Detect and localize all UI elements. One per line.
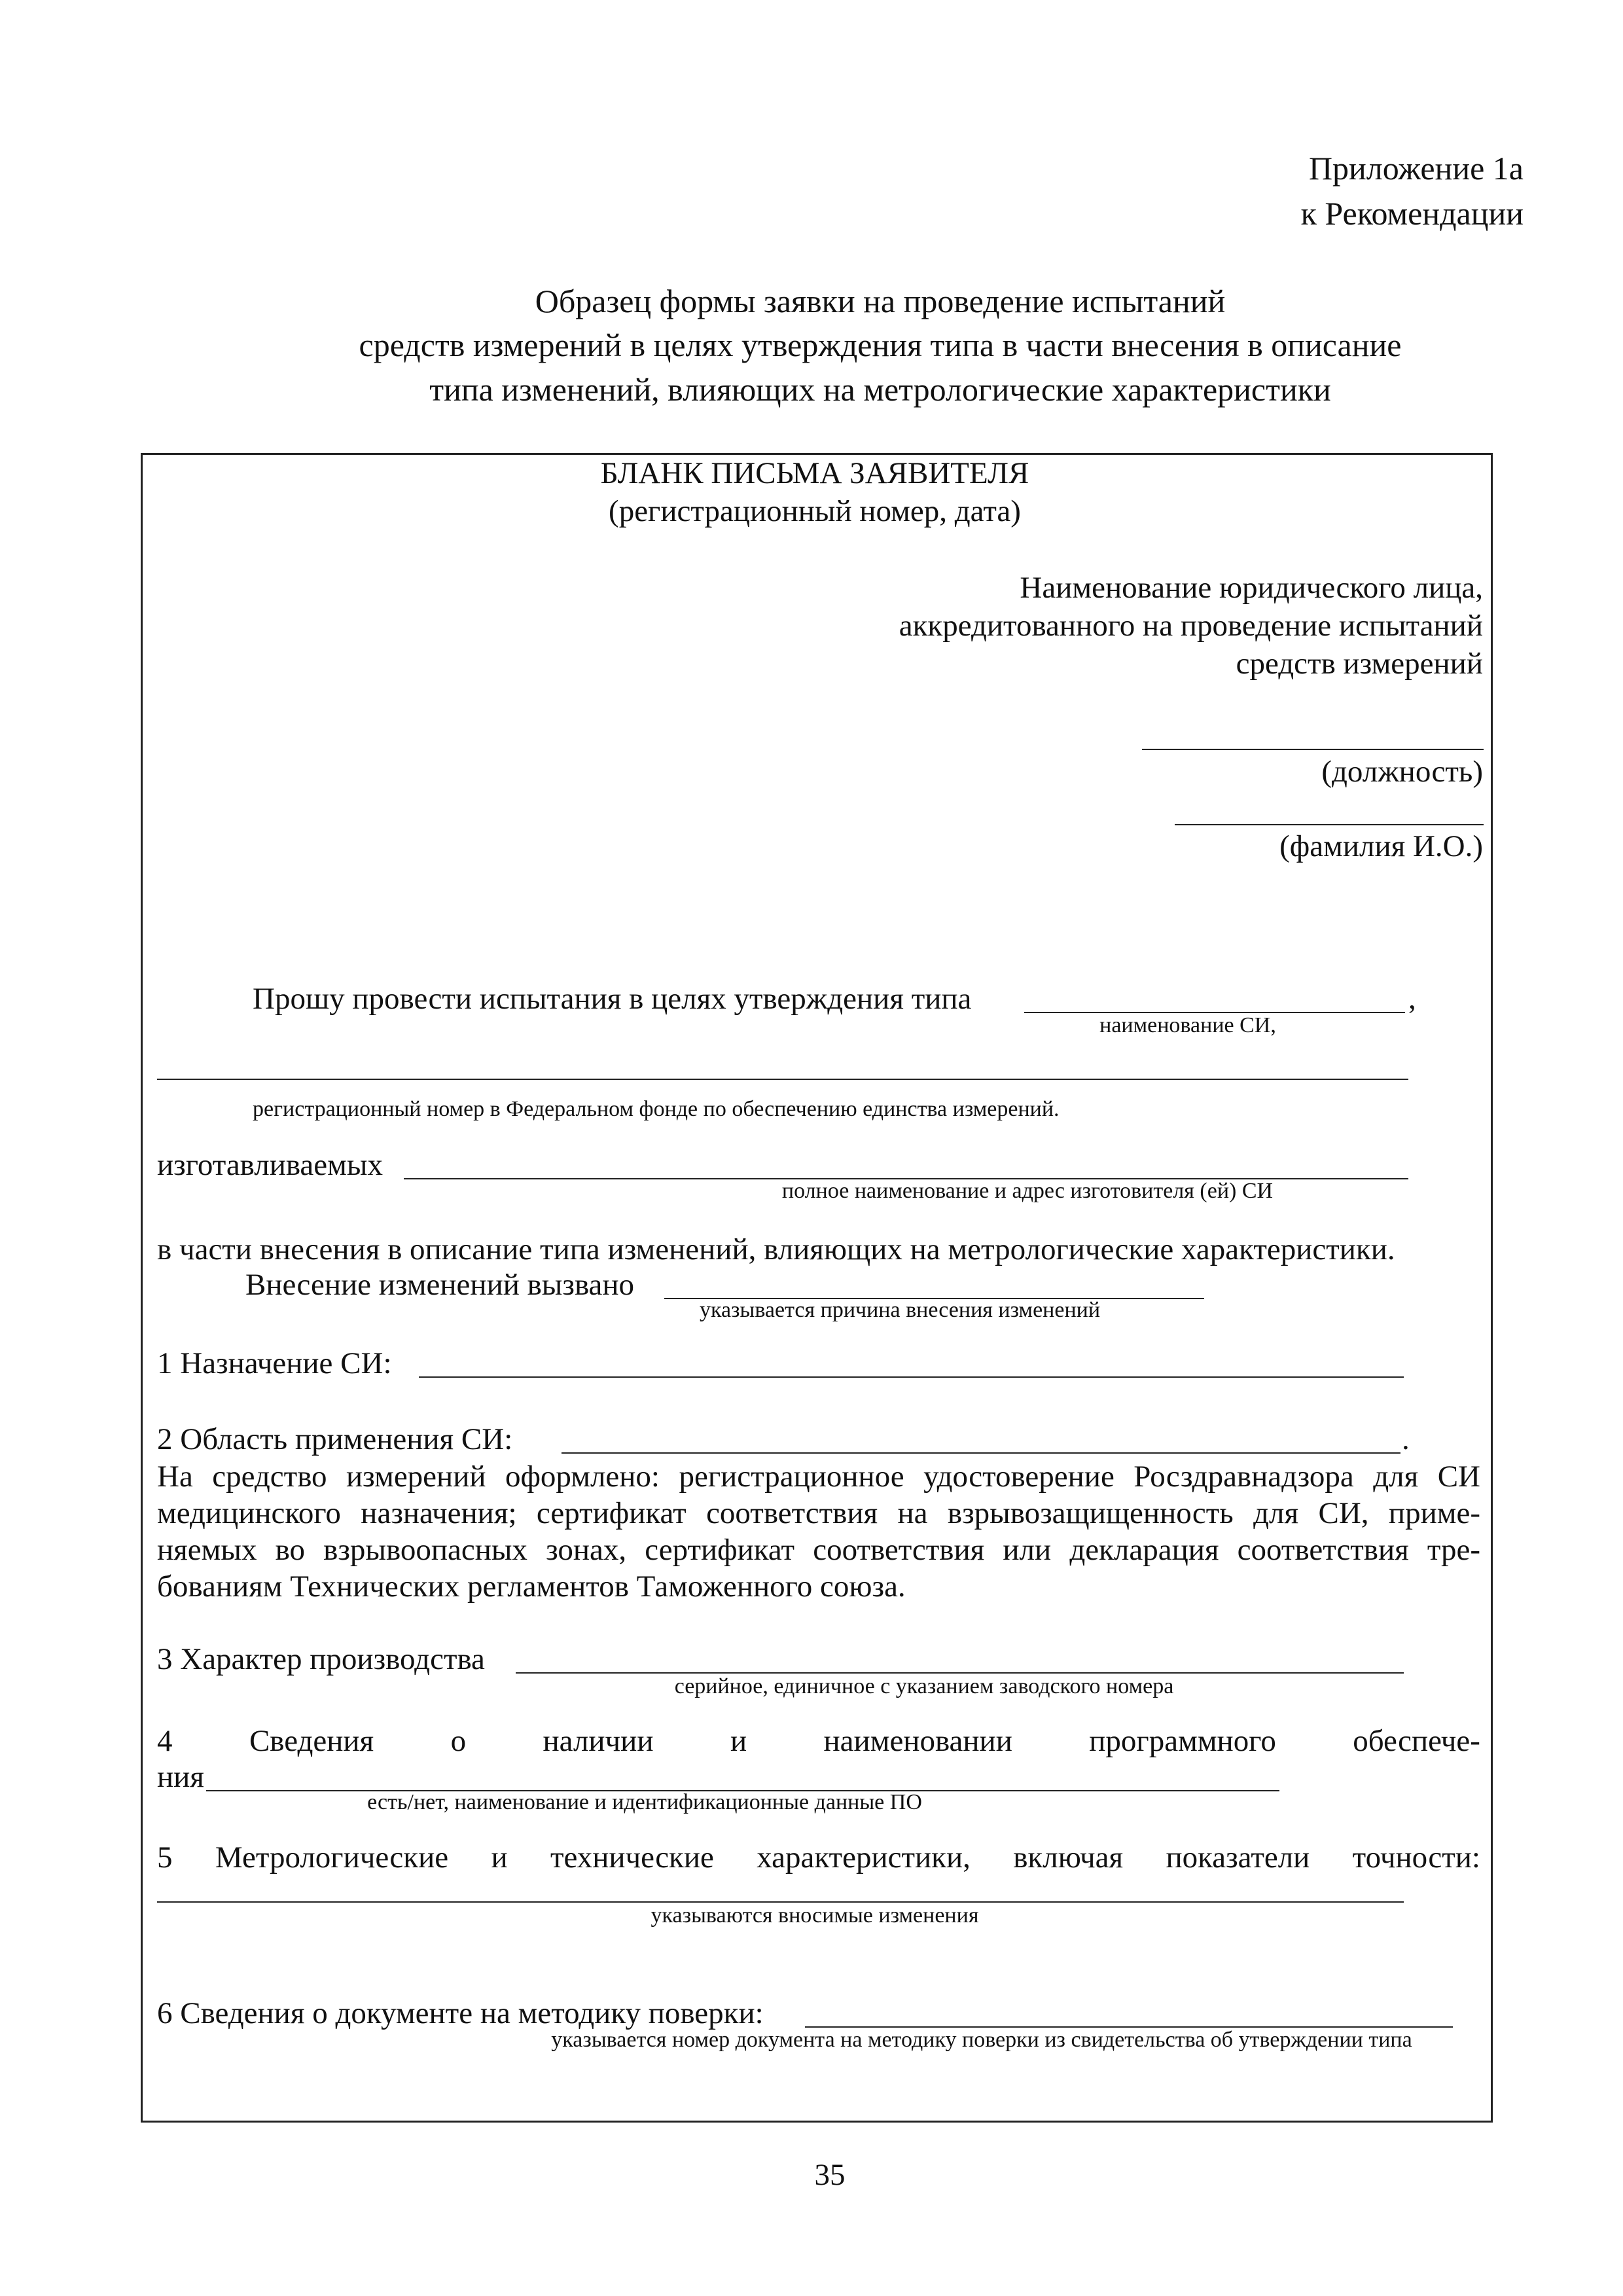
reg-number-hint: регистрационный номер в Федеральном фонде по обеспечению единства измерений. — [253, 1097, 1060, 1121]
metrology-line — [157, 1842, 1480, 1873]
software-word: наименовании — [823, 1724, 1012, 1758]
addressee-line-1: Наименование юридического лица, — [1020, 571, 1483, 605]
purpose-label: 1 Назначение СИ: — [157, 1346, 392, 1380]
certificates-line-2: медицинского назначения; сертификат соответствия на взрывозащищенность для СИ, приме- — [157, 1496, 1480, 1530]
certificates-line-3: няемых во взрывоопасных зонах, сертификат соответствия или декларация соответствия тре- — [157, 1533, 1480, 1567]
metrology-word: точности: — [1352, 1840, 1480, 1874]
method-label: 6 Сведения о документе на методику поверки: — [157, 1996, 764, 2030]
metrology-word: и — [491, 1840, 508, 1874]
name-caption: (фамилия И.О.) — [1279, 829, 1483, 863]
position-line — [1142, 749, 1484, 750]
production-line — [516, 1672, 1404, 1674]
reg-number-line — [157, 1079, 1408, 1080]
si-name-hint: наименование СИ, — [1099, 1013, 1276, 1037]
software-word: обеспече- — [1353, 1724, 1480, 1758]
scope-label: 2 Область применения СИ: — [157, 1422, 513, 1456]
part-text: в части внесения в описание типа изменений, влияющих на метрологические характеристики. — [157, 1232, 1395, 1266]
appendix-line-2: к Рекомендации — [1300, 195, 1524, 232]
appendix-line-1: Приложение 1а — [1308, 150, 1524, 187]
certificates-line-4: бованиям Технических регламентов Таможенного союза. — [157, 1570, 906, 1604]
request-text: Прошу провести испытания в целях утверждения типа — [253, 982, 972, 1016]
title-line-2: средств измерений в целях утверждения типа в части внесения в описание — [359, 327, 1402, 363]
position-caption: (должность) — [1321, 755, 1483, 789]
metrology-word: включая — [1013, 1840, 1124, 1874]
software-hint: есть/нет, наименование и идентификационные данные ПО — [367, 1790, 922, 1814]
scope-line — [562, 1452, 1400, 1454]
metrology-word: Метрологические — [215, 1840, 449, 1874]
software-cont: ния — [157, 1760, 204, 1794]
title-line-1: Образец формы заявки на проведение испытаний — [535, 283, 1226, 319]
software-word: и — [730, 1724, 747, 1758]
production-hint: серийное, единичное с указанием заводского номера — [674, 1674, 1174, 1698]
metrology-word: характеристики, — [757, 1840, 971, 1874]
manufactured-label: изготавливаемых — [157, 1148, 383, 1182]
letterhead-subheading: (регистрационный номер, дата) — [609, 494, 1021, 528]
addressee-line-2: аккредитованного на проведение испытаний — [899, 609, 1483, 643]
cause-hint: указывается причина внесения изменений — [699, 1298, 1101, 1322]
name-line — [1175, 824, 1484, 825]
software-word: 4 — [157, 1724, 173, 1758]
manufacturer-hint: полное наименование и адрес изготовителя (ей) СИ — [781, 1179, 1274, 1203]
request-comma: , — [1408, 982, 1416, 1016]
page-number: 35 — [814, 2158, 846, 2192]
software-word: наличии — [543, 1724, 654, 1758]
software-word: Сведения — [249, 1724, 374, 1758]
metrology-word: технические — [550, 1840, 714, 1874]
title-line-3: типа изменений, влияющих на метрологические характеристики — [429, 371, 1331, 408]
letterhead-heading: БЛАНК ПИСЬМА ЗАЯВИТЕЛЯ — [600, 456, 1029, 490]
metrology-word: 5 — [157, 1840, 173, 1874]
metrology-hint: указываются вносимые изменения — [651, 1903, 979, 1928]
purpose-line — [419, 1376, 1404, 1378]
scope-dot: . — [1402, 1422, 1410, 1456]
method-hint: указывается номер документа на методику поверки из свидетельства об утверждении типа — [551, 2028, 1412, 2052]
cause-label: Внесение изменений вызвано — [245, 1268, 635, 1302]
metrology-field-line — [157, 1901, 1404, 1903]
software-line — [157, 1726, 1480, 1757]
addressee-line-3: средств измерений — [1236, 647, 1483, 681]
metrology-word: показатели — [1166, 1840, 1310, 1874]
software-word: программного — [1089, 1724, 1276, 1758]
software-word: о — [450, 1724, 467, 1758]
certificates-line-1: На средство измерений оформлено: регистрационное удостоверение Росздравнадзора для СИ — [157, 1460, 1480, 1494]
production-label: 3 Характер производства — [157, 1642, 485, 1676]
